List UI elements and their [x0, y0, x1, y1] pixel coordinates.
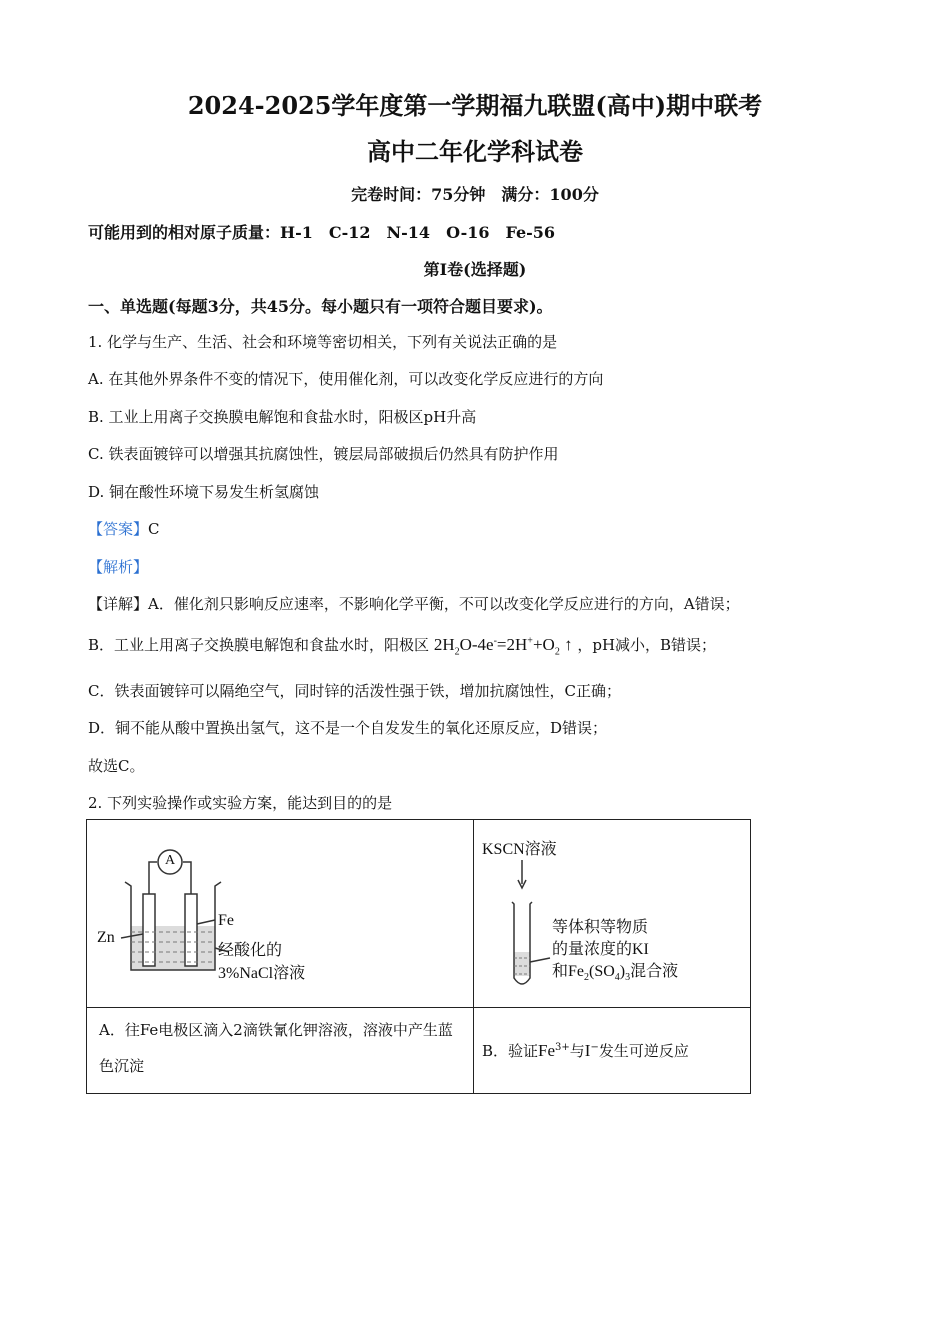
exam-title: 2024-2025学年度第一学期福九联盟(高中)期中联考: [187, 91, 763, 120]
q1-detail-b: [88, 634, 716, 657]
q1-detail-d: D．铜不能从酸中置换出氢气，这不是一个自发发生的氧化还原反应，D错误；: [88, 719, 608, 737]
q2-stem: 2. 下列实验操作或实验方案，能达到目的的是: [88, 794, 393, 812]
section-heading: 一、单选题(每题3分，共45分。每小题只有一项符合题目要求)。: [88, 297, 553, 316]
q1-option-a: A. 在其他外界条件不变的情况下，使用催化剂，可以改变化学反应进行的方向: [88, 370, 604, 388]
mixture-label-2: 的量浓度的KI: [552, 941, 649, 958]
q1-stem: 1. 化学与生产、生活、社会和环境等密切相关，下列有关说法正确的是: [88, 333, 558, 351]
detail-b-pre: B．工业上用离子交换膜电解饱和食盐水时，阳极区: [88, 636, 430, 654]
zn-label: Zn: [97, 929, 115, 946]
q1-conclusion: 故选C。: [88, 757, 145, 775]
q1-option-b: B. 工业上用离子交换膜电解饱和食盐水时，阳极区pH升高: [88, 408, 477, 426]
mix-so: (SO: [589, 963, 615, 980]
mixture-label-1: 等体积等物质: [552, 919, 649, 936]
optb-fe-sup: 3+: [555, 1042, 570, 1053]
sub-2: 2: [584, 972, 590, 984]
mix-paren: ): [619, 963, 626, 980]
ammeter-label: A: [165, 853, 176, 868]
answer-tag: 【答案】: [88, 520, 149, 538]
atomic-masses: 可能用到的相对原子质量：H-1 C-12 N-14 O-16 Fe-56: [88, 223, 556, 242]
option-a-caption: A．往Fe电极区滴入2滴铁氰化钾溶液，溶液中产生蓝色沉淀: [87, 1008, 474, 1094]
section-title: 第I卷(选择题): [423, 260, 527, 279]
anode-equation: $2H_2O-4e^-=2H^++O_2$ ↑: [433, 635, 573, 658]
optb-post: 发生可逆反应: [598, 1042, 689, 1060]
figure-a-cell: [87, 820, 474, 1008]
detail-tag: 【详解】: [88, 595, 149, 613]
detail-a-text: A．催化剂只影响反应速率，不影响化学平衡，不可以改变化学反应进行的方向，A错误；: [148, 595, 740, 613]
q2-options-table: [86, 819, 751, 1094]
optb-fe: Fe: [538, 1041, 556, 1060]
q1-detail-a: [88, 593, 740, 614]
q1-option-d: D. 铜在酸性环境下易发生析氢腐蚀: [88, 483, 320, 501]
mix-end: 混合液: [630, 963, 679, 980]
mix-fe: 和Fe: [552, 963, 585, 980]
optb-i: I: [584, 1041, 591, 1060]
q1-detail-c: C．铁表面镀锌可以隔绝空气，同时锌的活泼性强于铁，增加抗腐蚀性，C正确；: [88, 682, 621, 700]
answer-value: C: [148, 520, 160, 538]
q1-option-c: C. 铁表面镀锌可以增强其抗腐蚀性，镀层局部破损后仍然具有防护作用: [88, 445, 559, 463]
kscn-label: KSCN溶液: [482, 841, 557, 858]
fe-label: Fe: [218, 912, 234, 929]
q1-answer: [88, 518, 160, 539]
sub-3: 3: [625, 972, 631, 984]
exam-subtitle: 高中二年化学科试卷: [367, 137, 583, 166]
optb-mid: 与: [569, 1042, 585, 1060]
solution-label-1: 经酸化的: [218, 942, 283, 959]
sub-4: 4: [614, 972, 620, 984]
analysis-tag: 【解析】: [88, 558, 149, 576]
detail-b-post: ，pH减小，B错误；: [577, 636, 717, 654]
optb-pre: B．验证: [482, 1042, 539, 1060]
exam-meta: 完卷时间：75分钟 满分：100分: [351, 185, 599, 204]
optb-i-sup: −: [590, 1042, 599, 1053]
figure-b-cell: [474, 820, 751, 1008]
solution-label-2: 3%NaCl溶液: [218, 965, 306, 982]
mixture-label-3: [552, 958, 678, 983]
option-b-caption: [474, 1008, 751, 1094]
